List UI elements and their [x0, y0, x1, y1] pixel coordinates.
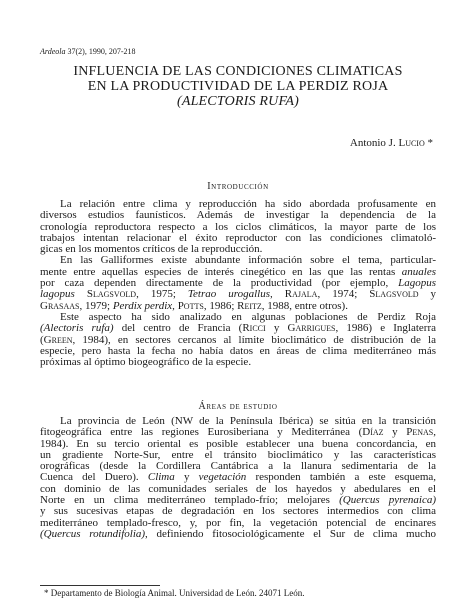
paper-title	[40, 64, 436, 109]
title-line-1: INFLUENCIA DE LAS CONDICIONES CLIMATICAS	[73, 64, 403, 79]
text-line: por caza dependen directamente de la productividad (por ejemplo, Lagopus	[40, 277, 436, 290]
text-line: Grasaas, 1979; Perdix perdix, Potts, 1986; Reitz, 1988, entre otros).	[40, 299, 348, 312]
author-given-name: Antonio J.	[349, 137, 399, 149]
section-body-introduccion	[40, 199, 436, 368]
journal-ref: 37(2), 1990, 207-218	[65, 47, 136, 56]
title-line-2: EN LA PRODUCTIVIDAD DE LA PERDIZ ROJA	[87, 79, 389, 94]
text-line: diversos estudios faunísticos. Además de investigar la dependencia de la	[40, 209, 436, 222]
text-line: gicas en los momentos críticos de la reproducción.	[40, 243, 263, 256]
text-line: La provincia de León (NW de la Península Ibérica) se sitúa en la transición	[60, 415, 436, 427]
footnote-text: Departamento de Biología Animal. Universidad de León. 24071 León.	[50, 588, 305, 598]
text-line: (Quercus rotundifolia), definiendo fitosociológicamente el Sur de clima mucho	[40, 527, 436, 540]
footnote-rule	[40, 585, 160, 586]
text-line: fitogeográfica entre las regiones Eurosiberiana y Mediterránea (Díaz y Penas,	[40, 426, 436, 439]
author-surname: Lucio	[398, 137, 425, 149]
text-line: 1984). En su tercio oriental es posible establecer una buena concordancia, en	[40, 437, 436, 450]
text-line: Cuenca del Duero). Clima y vegetación responden también a este esquema,	[40, 471, 437, 484]
text-line: mediterráneo templado-fresco, y, por fin, la vegetación potencial de encinares	[40, 516, 436, 529]
journal-citation	[40, 47, 135, 56]
text-line: La relación entre clima y reproducción ha sido abordada profusamente en	[60, 198, 436, 210]
section-body-areas-de-estudio	[40, 416, 436, 540]
text-line: próximas al óptimo biogeográfico de la especie.	[40, 356, 252, 369]
text-line: lagopus Slagsvold, 1975; Tetrao urogallus, Rajala, 1974; Slagsvold y	[40, 288, 437, 301]
footnote-mark: *	[44, 588, 51, 598]
footnote	[44, 588, 304, 598]
title-line-3: (ALECTORIS RUFA)	[176, 94, 300, 109]
text-line: orográficas (desde la Cordillera Cantábrica a la llanura sedimentaria de la	[40, 460, 436, 473]
text-line: (Alectoris rufa) del centro de Francia (Ricci y Garrigues, 1986) e Inglaterra	[40, 322, 437, 335]
text-line: cronología reproductora respecto a los ciclos climáticos, la mayor parte de los	[40, 220, 436, 233]
section-heading-introduccion: Introducción	[207, 181, 269, 192]
text-line: y sus sucesivas etapas de degradación en los sectores intermedios con clima	[40, 505, 436, 518]
journal-name: Ardeola	[40, 47, 66, 56]
text-line: (Green, 1984), en sectores cercanos al límite bioclimático de distribución de la	[40, 333, 436, 346]
text-line: especie, pero hasta la fecha no había datos en áreas de clima mediterráneo más	[40, 344, 436, 357]
text-line: trabajos intentan relacionar el éxito reproductor con las condiciones climatoló-	[40, 231, 436, 244]
author-footnote-mark: *	[424, 137, 433, 149]
text-line: con dominio de las comunidades seriales de los hayedos y abedulares en el	[40, 482, 436, 495]
text-line: Este aspecto ha sido analizado en algunas poblaciones de Perdiz Roja	[60, 310, 436, 323]
text-line: En las Galliformes existe abundante información sobre el tema, particular-	[60, 254, 436, 267]
section-heading-areas-de-estudio: Áreas de estudio	[198, 401, 278, 412]
text-line: Norte en un clima mediterráneo templado-frío; melojares (Quercus pyrenaica)	[40, 494, 437, 507]
text-line: un gradiente Norte-Sur, entre el tránsito bioclimático y las características	[40, 448, 436, 461]
author	[350, 137, 433, 149]
text-line: mente entre aquellas especies de interés cinegético en las que las rentas anuales	[40, 265, 436, 278]
